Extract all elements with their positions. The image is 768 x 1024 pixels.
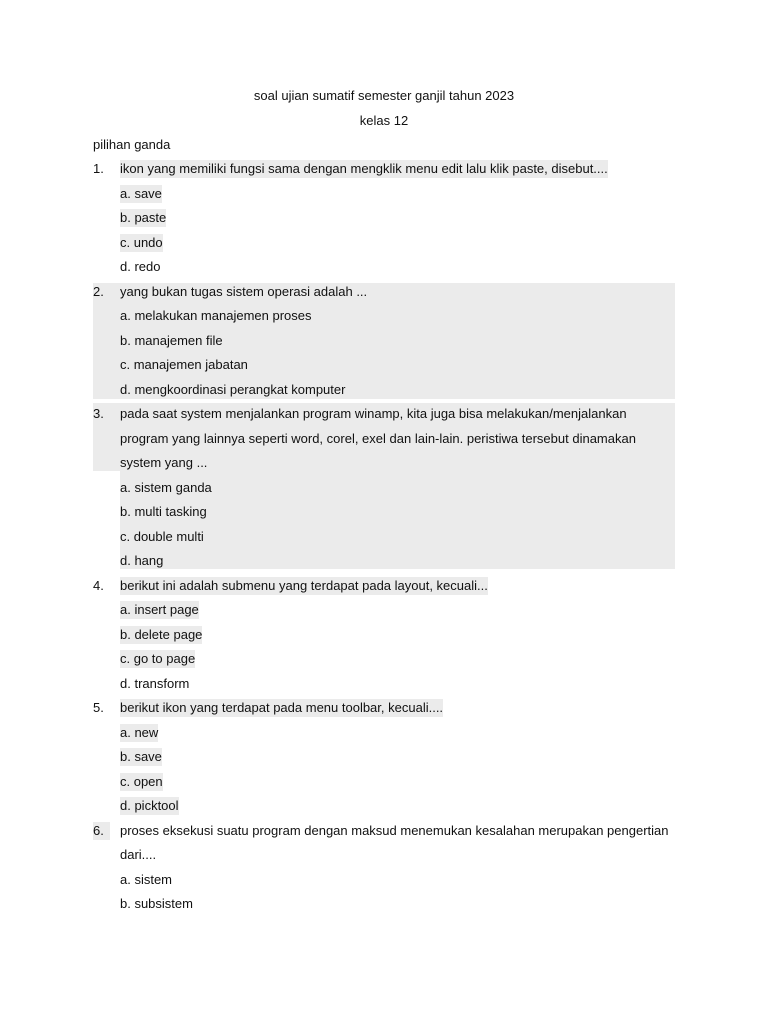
question-1-option-b: b. paste [120,210,167,225]
question-5-option-a: a. new [120,725,159,740]
question-2-option-d: d. mengkoordinasi perangkat komputer [120,382,346,397]
question-1-option-d: d. redo [120,259,161,274]
question-4-option-a: a. insert page [120,602,199,617]
question-5-option-c: c. open [120,774,163,789]
question-2-option-a: a. melakukan manajemen proses [120,308,312,323]
question-6-number: 6. [93,822,110,840]
question-4-option-c: c. go to page [120,651,196,666]
question-3-text-line-1: pada saat system menjalankan program winamp, kita juga bisa melakukan/menjalankan [120,406,627,421]
question-3-option-a: a. sistem ganda [120,480,212,495]
question-5-option-d: d. picktool [120,798,179,813]
section-label: pilihan ganda [93,137,171,152]
question-6-text-line-1: proses eksekusi suatu program dengan maksud menemukan kesalahan merupakan pengertian [120,823,669,838]
question-1-text: ikon yang memiliki fungsi sama dengan mengklik menu edit lalu klik paste, disebut.... [120,161,608,176]
question-5-number: 5. [93,700,104,715]
question-3-option-d: d. hang [120,553,164,568]
question-6-option-b: b. subsistem [120,896,193,911]
question-2-text: yang bukan tugas sistem operasi adalah ... [120,284,368,299]
question-3-option-c: c. double multi [120,529,204,544]
question-4-option-b: b. delete page [120,627,203,642]
question-6-option-a: a. sistem [120,872,173,887]
question-2-option-b: b. manajemen file [120,333,223,348]
question-5-option-b: b. save [120,749,162,764]
question-2-number: 2. [93,284,104,299]
question-1-number: 1. [93,161,104,176]
question-4-option-d: d. transform [120,676,190,691]
document-title: soal ujian sumatif semester ganjil tahun 2023 [253,88,515,103]
question-3-number: 3. [93,406,104,421]
question-3-text-line-2: program yang lainnya seperti word, corel, exel dan lain-lain. peristiwa tersebut dinamakan [120,431,636,446]
question-5-text: berikut ikon yang terdapat pada menu toolbar, kecuali.... [120,700,444,715]
question-4-number: 4. [93,578,104,593]
question-1-option-c: c. undo [120,235,163,250]
question-3-text-line-3: system yang ... [120,455,208,470]
question-4-text: berikut ini adalah submenu yang terdapat pada layout, kecuali... [120,578,488,593]
question-6-text-line-2: dari.... [120,847,157,862]
question-2-option-c: c. manajemen jabatan [120,357,248,372]
class-label: kelas 12 [359,113,409,128]
question-1-option-a: a. save [120,186,162,201]
question-3-option-b: b. multi tasking [120,504,207,519]
